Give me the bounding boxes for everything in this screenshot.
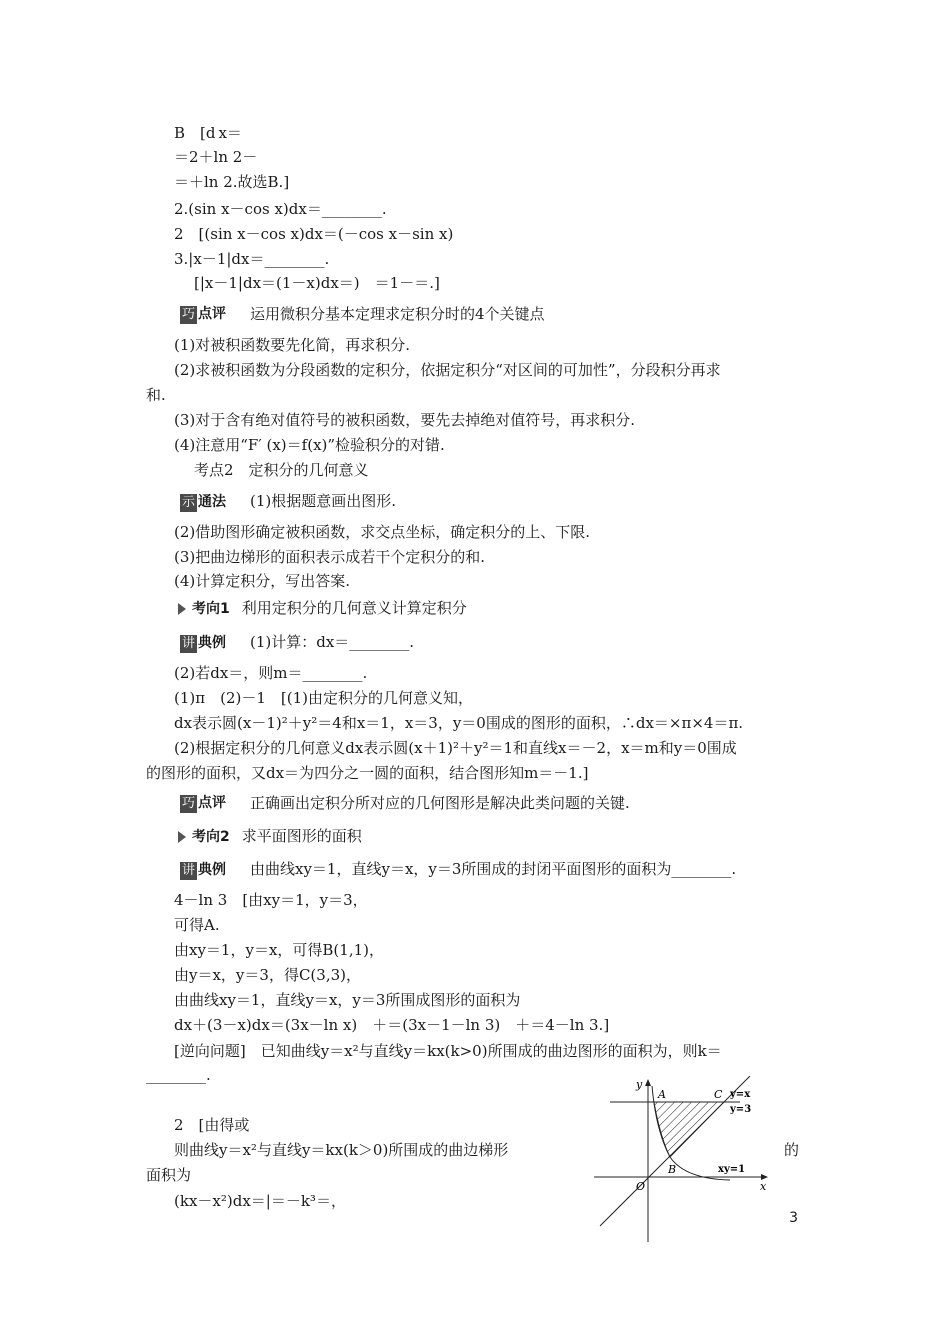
answer-b-line: B [d x＝ bbox=[174, 124, 242, 142]
triangle-icon bbox=[178, 603, 186, 615]
y-axis-arrow bbox=[645, 1079, 651, 1086]
example-text: 由曲线xy＝1，直线y＝x，y＝3所围成的封闭平面图形的面积为________. bbox=[250, 860, 737, 878]
region-figure bbox=[590, 1076, 780, 1244]
kaoxiang-1-heading: 考向1 利用定积分的几何意义计算定积分 bbox=[178, 597, 467, 620]
dianping-text: 运用微积分基本定理求定积分时的4个关键点 bbox=[250, 305, 545, 323]
text-line: 由xy＝1，y＝x，可得B(1,1)， bbox=[174, 941, 384, 959]
x-axis-label: x bbox=[760, 1180, 767, 1193]
answer-2: 2 [(sin x－cos x)dx＝(－cos x－sin x) bbox=[174, 225, 454, 243]
text-line: ________. bbox=[146, 1066, 211, 1084]
y-axis-label: y bbox=[636, 1078, 643, 1091]
text-line: (2)若dx＝，则m＝________. bbox=[174, 664, 368, 682]
text-line: (2)求被积函数为分段函数的定积分，依据定积分“对区间的可加性”，分段积分再求 bbox=[174, 361, 721, 379]
shaded-region bbox=[654, 1102, 724, 1157]
label-xy-eq-1: xy=1 bbox=[718, 1164, 746, 1175]
reverse-problem: [逆向问题] 已知曲线y＝x²与直线y＝kx(k>0)所围成的曲边图形的面积为，则k＝ bbox=[174, 1042, 722, 1060]
shi-tongfa-tag: 示 通法 bbox=[182, 494, 227, 510]
text-line: (4)计算定积分，写出答案. bbox=[174, 572, 351, 590]
point-c-label: C bbox=[714, 1088, 723, 1101]
text-line: 可得A. bbox=[174, 916, 220, 934]
line-yx bbox=[600, 1076, 750, 1226]
text-line: (2)借助图形确定被积函数，求交点坐标，确定积分的上、下限. bbox=[174, 523, 591, 541]
text-line: (1)π (2)－1 [(1)由定积分的几何意义知， bbox=[174, 689, 473, 707]
text-line: 由曲线xy＝1，直线y＝x，y＝3所围成图形的面积为 bbox=[174, 991, 521, 1009]
question-2: 2.(sin x－cos x)dx＝________. bbox=[174, 200, 387, 218]
text-line: 的 bbox=[784, 1141, 800, 1159]
section-heading: 考点2 定积分的几何意义 bbox=[194, 461, 369, 479]
triangle-icon bbox=[178, 831, 186, 843]
jiang-dianli-tag: 讲 典例 bbox=[182, 862, 227, 878]
label-y-eq-x: y=x bbox=[730, 1089, 751, 1100]
jiang-dianli-tag: 讲 典例 bbox=[182, 635, 227, 651]
kaoxiang-2-heading: 考向2 求平面图形的面积 bbox=[178, 825, 362, 848]
label-y-eq-3: y=3 bbox=[730, 1104, 752, 1115]
text-line: ＝2＋ln 2－ bbox=[174, 148, 258, 166]
text-line: 则曲线y＝x²与直线y＝kx(k＞0)所围成的曲边梯形 bbox=[174, 1141, 509, 1159]
text-line: 的图形的面积，又dx＝为四分之一圆的面积，结合图形知m＝－1.] bbox=[146, 764, 589, 782]
text-line: (3)对于含有绝对值符号的被积函数，要先去掉绝对值符号，再求积分. bbox=[174, 411, 636, 429]
qiao-dianping-tag: 巧 点评 bbox=[182, 306, 227, 322]
page-number: 3 bbox=[789, 1210, 798, 1226]
answer-3: [|x－1|dx＝(1－x)dx＝) ＝1－＝.] bbox=[194, 274, 440, 292]
text-line: 和. bbox=[146, 386, 166, 404]
text-line: (3)把曲边梯形的面积表示成若干个定积分的和. bbox=[174, 548, 486, 566]
text-line: (4)注意用“F′ (x)＝f(x)”检验积分的对错. bbox=[174, 436, 445, 454]
text-line: 2 [由得或 bbox=[174, 1116, 250, 1134]
text-line: (kx－x²)dx＝|＝－k³＝， bbox=[174, 1192, 346, 1210]
text-line: (1)对被积函数要先化简，再求积分. bbox=[174, 336, 411, 354]
text-line: 4－ln 3 [由xy＝1，y＝3， bbox=[174, 891, 368, 909]
text-line: 由y＝x，y＝3，得C(3,3)， bbox=[174, 966, 361, 984]
example-text: (1)计算：dx＝________. bbox=[250, 633, 415, 651]
origin-label: O bbox=[636, 1180, 646, 1193]
text-line: ＝＋ln 2.故选B.] bbox=[174, 173, 290, 191]
point-b-label: B bbox=[668, 1163, 677, 1176]
text-line: 面积为 bbox=[146, 1166, 192, 1184]
text-line: dx＋(3－x)dx＝(3x－ln x) ＋＝(3x－1－ln 3) ＋＝4－ln 3.] bbox=[174, 1016, 610, 1034]
question-3: 3.|x－1|dx＝________. bbox=[174, 250, 330, 268]
point-a-label: A bbox=[658, 1088, 666, 1101]
text-line: (2)根据定积分的几何意义dx表示圆(x＋1)²＋y²＝1和直线x＝－2，x＝m和y＝0围成 bbox=[174, 739, 737, 757]
dianping-text: 正确画出定积分所对应的几何图形是解决此类问题的关键. bbox=[250, 794, 630, 812]
qiao-dianping-tag: 巧 点评 bbox=[182, 795, 227, 811]
text-line: dx表示圆(x－1)²＋y²＝4和x＝1，x＝3，y＝0围成的图形的面积，∴dx＝×π×4＝π. bbox=[174, 714, 744, 732]
tongfa-text: (1)根据题意画出图形. bbox=[250, 492, 397, 510]
